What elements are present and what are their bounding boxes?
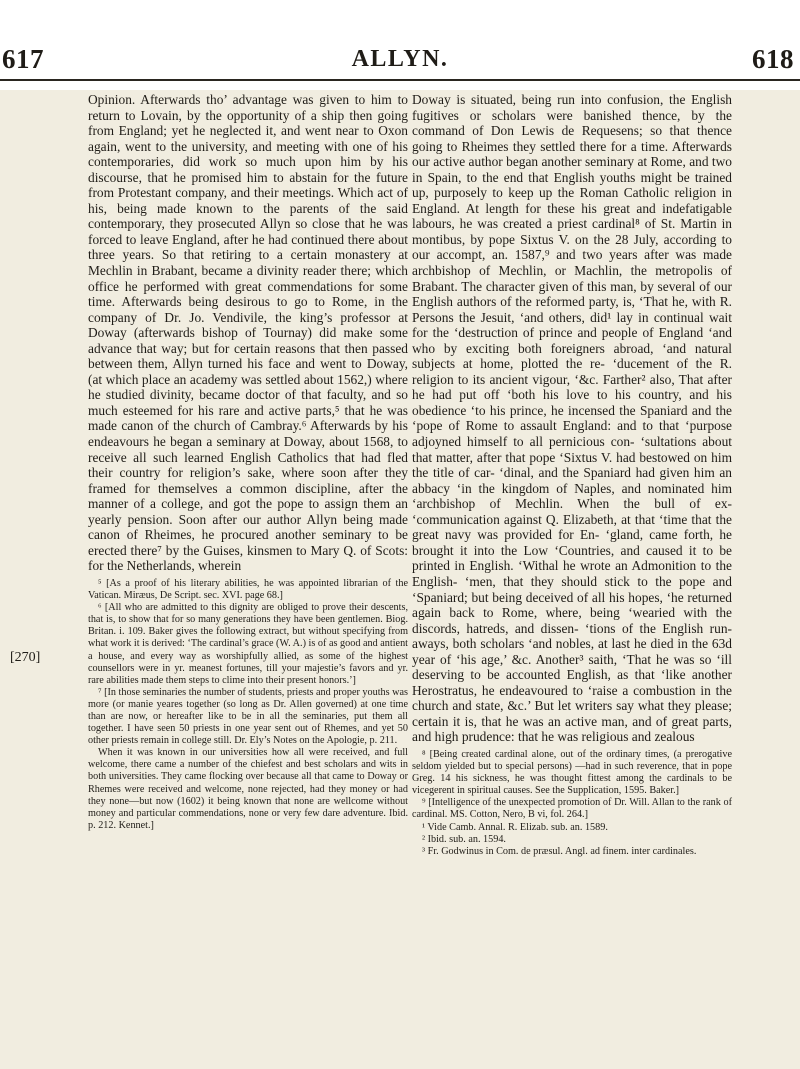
right-column-body <box>412 92 732 745</box>
page-header-band <box>0 0 800 90</box>
footnote-8: ⁸ [Being created cardinal alone, out of the ordinary times, (a prerogative seldom yielded but to special persons) —had in such reverence, that in pope Greg. 14 his sickness, he was thought fittest among the cardinals to be vicegerent in spiritual causes. See the Supplication, 1595. Baker.] <box>412 748 732 797</box>
left-body-text: Opinion. Afterwards tho’ advantage was given to him to return to Lovain, by the opportunity of a ship then going from England; yet he neglected it, and went near to Oxon again, went to the university, and meeting with one of his contemporaries, did work so much upon him by his discourse, that he promised him to abstain for the future from Protestant company, and their meetings. Which act of his, being made known to the parents of the said contemporary, they prosecuted Allyn so close that he was forced to leave England, after he had continued there about three years. So that retiring to a certain monastery at Mechlin in Brabant, became a divinity reader there; which office he performed with great commendations for some time. Afterwards being desirous to go to Rome, in the company of Dr. Jo. Vendivile, the king’s professor at Doway (afterwards bishop of Tournay) did make some advance that way; but for certain reasons that then passed between them, Allyn turned his face and went to Doway, (at which place an academy was settled about 1562,) where he studied divinity, became doctor of that faculty, and so much esteemed for his rare and active parts,⁵ that he was made canon of the church of Cambray.⁶ Afterwards by his endeavours he began a seminary at Doway, about 1568, to receive all such learned English Catholics that had fled their country for religion’s sake, where soon after they framed for themselves a common discipline, after the manner of a college, and got the pope to assign them an yearly pension. Soon after our author Allyn being made canon of Rheimes, he procured another seminary to be erected there⁷ by the Guises, kinsmen to Mary Q. of Scots: for the Netherlands, wherein <box>88 92 408 574</box>
left-page-number: 617 <box>2 44 44 74</box>
footnote-1: ¹ Vide Camb. Annal. R. Elizab. sub. an. 1589. <box>422 821 608 833</box>
footnote-3: ³ Fr. Godwinus in Com. de præsul. Angl. ad finem. inter cardinales. <box>422 845 697 857</box>
left-column-body <box>88 92 408 574</box>
right-column <box>412 92 732 858</box>
footnote-2: ² Ibid. sub. an. 1594. <box>422 833 506 845</box>
right-body-text: Doway is situated, being run into confusion, the English fugitives or scholars were banished thence, by the command of Don Lewis de Requesens; so that thence going to Rheimes they settled there for a time. Afterwards our active author began another seminary at Rome, and two in Spain, to the end that English youths might be trained up, purposely to keep up the Roman Catholic religion in England. At length for these his great and indefatigable labours, he was created a priest cardinal⁸ of St. Martin in montibus, by pope Sixtus V. on the 28 July, according to our accompt, an. 1587,⁹ and two years after was made archbishop of Mechlin, or Machlin, the metropolis of Brabant. The character given of this man, by several of our English authors of the reformed party, is, ‘That he, with R. Persons the Jesuit, ‘and others, did¹ lay in continual wait for the ‘destruction of prince and people of England ‘and who by exciting both foreigners abroad, ‘and natural subjects at home, plotted the re- ‘ducement of the R. religion to its ancient vigour, ‘&c. Farther² also, That after he had put off ‘both his love to his country, and his obedience ‘to his prince, he incensed the Spaniard and the ‘pope of Rome to assault England: and to that ‘purpose adjoyned himself to all pernicious con- ‘sultations about that matter, after that pope ‘Sixtus V. had bestowed on him the title of car- ‘dinal, and the Spaniard had given him an abbacy ‘in the kingdom of Naples, and nominated him ‘archbishop of Mechlin. When the bull of ex- ‘communication against Q. Elizabeth, at that ‘time that the great navy was provided for En- ‘gland, came forth, he brought it into the Low ‘Countries, and caused it to be printed in English. ‘Withal he wrote an Admonition to the English- ‘men, that they should stick to the pope and ‘Spaniard; but being deceived of all his hopes, ‘he returned again back to Rome, where, being ‘wearied with the discords, hatreds, and dissen- ‘tions of the English run-aways, both scholars ‘and nobles, at last he died in the 63d year of ‘his age,’ &c. Another³ saith, ‘That he was so ‘ill deserving to be accounted English, as that ‘like another Herostratus, he endeavoured to ‘raise a combustion in the church and state, &c.’ But let writers say what they please; certain it is, that he was an active man, and of great parts, and high prudence: that he was religious and zealous <box>412 92 732 745</box>
margin-page-reference: [270] <box>10 650 41 665</box>
right-page-number: 618 <box>752 44 794 74</box>
footnote-6: ⁶ [All who are admitted to this dignity are obliged to prove their descents, that is, to show that for so many generations they have been gentlemen. Biog. Britan. i. 109. Baker gives the following extract, but without specifying from what work it is derived: ‘The cardinal’s grace (W. A.) is of as good and antient a house, and every way as worshipfully allied, as some of the highest counsellors were in yr. meanest fortunes, till your majestie’s favors and yr. rare abilities made them steps to clime into their present honors.’] <box>88 602 408 686</box>
left-column <box>88 92 408 832</box>
right-footnotes <box>412 749 732 858</box>
footnote-7: ⁷ [In those seminaries the number of students, priests and proper youths was more (or manie yeares together (so long as Dr. Allen governed) at one time than are now, or hereafter like to be in all the seminaries, put them all together. I have seen 50 priests in one year sent out of Rhemes, and yet 50 other priests remain in college still. Dr. Ely’s Notes on the Apologie, p. 211. <box>88 686 408 747</box>
footnote-9: ⁹ [Intelligence of the unexpected promotion of Dr. Will. Allan to the rank of cardinal. MS. Cotton, Nero, B vi, fol. 264.] <box>412 797 732 821</box>
footnote-7-continued: When it was known in our universities how all were received, and full welcome, there came a number of the chiefest and best scholars and wits in both universities. They came flocking over because all that came to Doway or Rhemes were received and welcome, none rejected, had they money or had they none—but now (1602) it being known that none are wellcome without money and particular commendations, none or very few dare adventure. Ibid. p. 212. Kennet.] <box>88 747 408 831</box>
left-footnotes <box>88 578 408 832</box>
footnote-5: ⁵ [As a proof of his literary abilities, he was appointed librarian of the Vatican. Miræus, De Script. sec. XVI. page 68.] <box>88 577 408 602</box>
running-head: ALLYN. <box>351 46 449 72</box>
header-rule <box>0 79 800 81</box>
